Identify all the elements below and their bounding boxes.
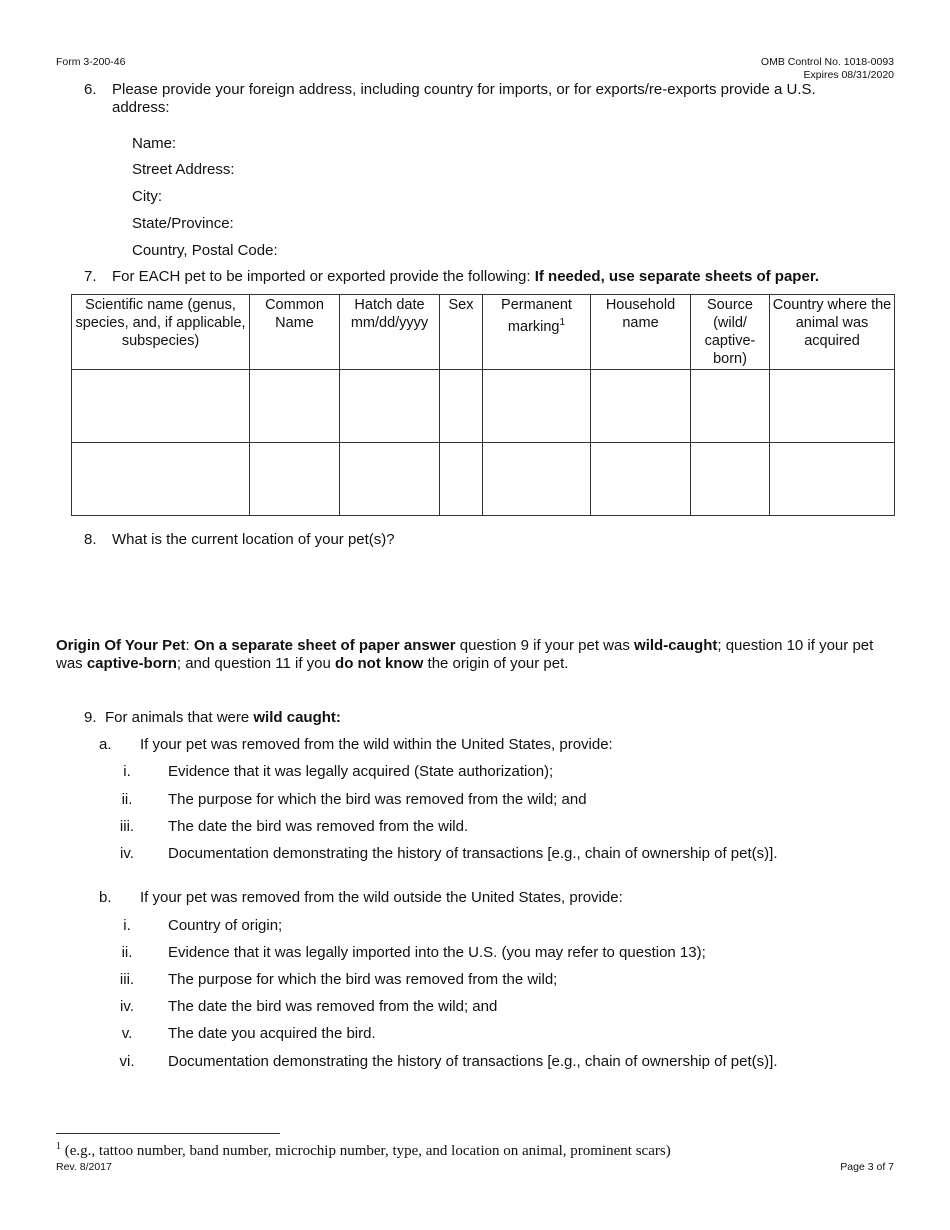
table-cell[interactable] [340, 443, 440, 516]
origin-paragraph: Origin Of Your Pet: On a separate sheet of paper answer question 9 if your pet was wild-caught; question 10 if your pet was captive-born; and question 11 if you do not know the origin of your pet. [56, 637, 874, 672]
list-item: The date the bird was removed from the wild. [168, 818, 469, 835]
list-item-number: i. [123, 917, 131, 934]
list-item: The date the bird was removed from the wild; and [168, 998, 498, 1015]
q6-text: Please provide your foreign address, including country for imports, or for exports/re-exports provide a U.S. address: [112, 81, 816, 116]
q9-number: 9. [84, 709, 97, 726]
list-item: Documentation demonstrating the history of transactions [e.g., chain of ownership of pet(s)]. [168, 845, 778, 862]
list-item-number: iii. [119, 971, 135, 988]
list-item-number: ii. [121, 791, 133, 808]
list-item-number: iii. [119, 818, 135, 835]
table-cell[interactable] [340, 370, 440, 443]
table-cell[interactable] [483, 370, 591, 443]
pet-table-header-row [72, 295, 895, 370]
q7-text: For EACH pet to be imported or exported provide the following: If needed, use separate sheets of paper. [112, 268, 819, 285]
q9a-label: a. [99, 736, 112, 753]
col-source: Source (wild/ captive-born) [691, 295, 770, 370]
omb-control-number: OMB Control No. 1018-0093 [760, 56, 894, 68]
col-sex: Sex [440, 295, 483, 370]
expiration-date: Expires 08/31/2020 [803, 69, 894, 81]
list-item: Evidence that it was legally acquired (State authorization); [168, 763, 554, 780]
col-hatch-date: Hatch date mm/dd/yyyy [340, 295, 440, 370]
col-permanent-marking: Permanent marking$^1$ [483, 295, 591, 370]
table-cell[interactable] [483, 443, 591, 516]
q7-number: 7. [84, 268, 97, 285]
list-item: Documentation demonstrating the history of transactions [e.g., chain of ownership of pet(s)]. [168, 1053, 778, 1070]
table-cell[interactable] [72, 443, 250, 516]
table-cell[interactable] [591, 370, 691, 443]
table-cell[interactable] [691, 443, 770, 516]
q8-text: What is the current location of your pet(s)? [112, 531, 395, 548]
field-city-label: City: [132, 188, 162, 205]
table-cell[interactable] [440, 370, 483, 443]
field-state-province-label: State/Province: [132, 215, 234, 232]
q6-number: 6. [84, 81, 97, 98]
table-cell[interactable] [691, 370, 770, 443]
q9a-text: If your pet was removed from the wild within the United States, provide: [140, 736, 613, 753]
list-item: Country of origin; [168, 917, 283, 934]
list-item-number: ii. [121, 944, 133, 961]
page-number: Page 3 of 7 [840, 1161, 894, 1173]
field-street-address-label: Street Address: [132, 161, 235, 178]
origin-title: Origin Of Your Pet [56, 637, 186, 654]
footnote-divider [56, 1133, 280, 1134]
col-country-acquired: Country where the animal was acquired [770, 295, 895, 370]
footnote: $^1$ (e.g., tattoo number, band number, microchip number, type, and location on animal, prominent scars) [56, 1141, 671, 1159]
revision-date: Rev. 8/2017 [56, 1161, 112, 1173]
table-cell[interactable] [770, 443, 895, 516]
q9-text: For animals that were wild caught: [105, 709, 341, 726]
list-item: The date you acquired the bird. [168, 1025, 376, 1042]
table-cell[interactable] [72, 370, 250, 443]
list-item-number: iv. [120, 845, 134, 862]
list-item: The purpose for which the bird was removed from the wild; [168, 971, 558, 988]
list-item-number: v. [121, 1025, 133, 1042]
field-name-label: Name: [132, 135, 177, 152]
table-row [72, 443, 895, 516]
table-cell[interactable] [250, 443, 340, 516]
list-item-number: i. [123, 763, 131, 780]
table-row [72, 370, 895, 443]
q8-number: 8. [84, 531, 97, 548]
col-common-name: Common Name [250, 295, 340, 370]
q9b-text: If your pet was removed from the wild outside the United States, provide: [140, 889, 623, 906]
col-household-name: Household name [591, 295, 691, 370]
table-cell[interactable] [440, 443, 483, 516]
footnote-ref: 1 [559, 317, 566, 328]
q9b-label: b. [99, 889, 112, 906]
col-scientific-name: Scientific name (genus, species, and, if applicable, subspecies) [72, 295, 250, 370]
list-item-number: iv. [120, 998, 134, 1015]
table-cell[interactable] [250, 370, 340, 443]
q7-bold-note: If needed, use separate sheets of paper. [534, 268, 819, 285]
pet-table [71, 294, 895, 516]
form-number: Form 3-200-46 [56, 56, 126, 68]
list-item-number: vi. [119, 1053, 135, 1070]
list-item: The purpose for which the bird was removed from the wild; and [168, 791, 587, 808]
table-cell[interactable] [770, 370, 895, 443]
field-country-postal-label: Country, Postal Code: [132, 242, 278, 259]
list-item: Evidence that it was legally imported into the U.S. (you may refer to question 13); [168, 944, 706, 961]
table-cell[interactable] [591, 443, 691, 516]
